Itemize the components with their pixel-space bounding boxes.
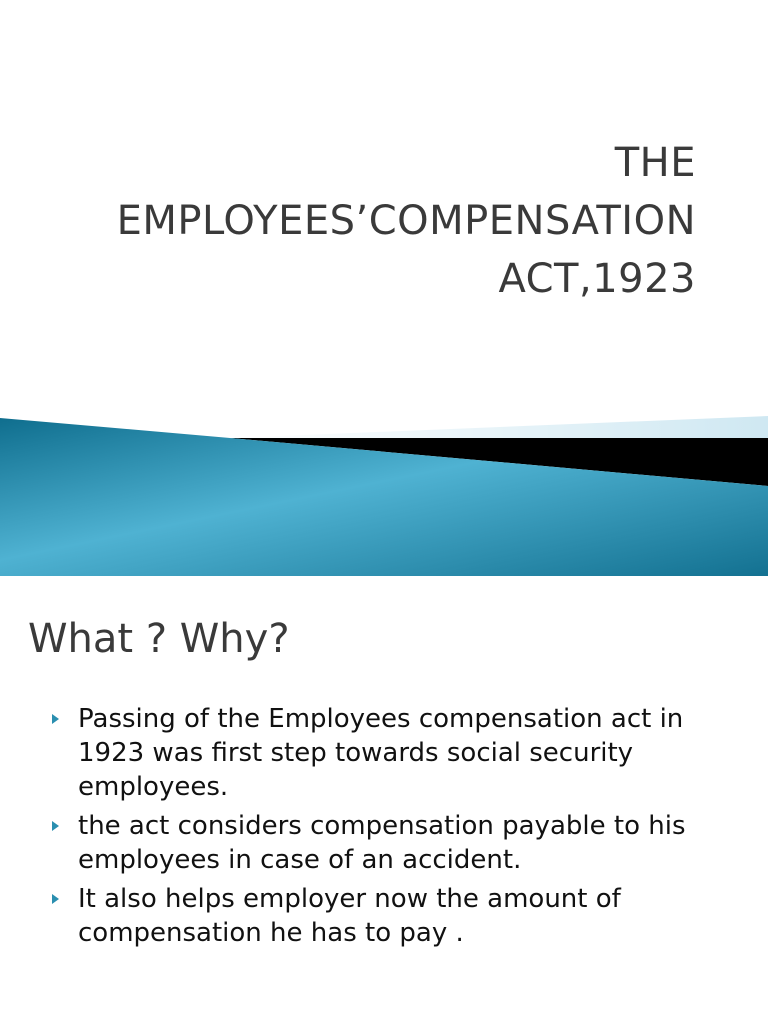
triangle-bullet-icon (52, 894, 59, 904)
bullet-item-3 (52, 882, 742, 950)
bullet-text-1: Passing of the Employees compensation act in 1923 was first step towards social security employees. (78, 704, 684, 802)
bullet-item-2 (52, 809, 742, 877)
section-heading: What ? Why? (28, 616, 290, 662)
bullet-list (52, 702, 742, 955)
slide-title (36, 134, 696, 308)
decorative-banner (0, 410, 768, 576)
title-line-2: EMPLOYEES’COMPENSATION (116, 198, 696, 244)
content-slide (0, 576, 768, 1024)
bullet-text-2: the act considers compensation payable to his employees in case of an accident. (78, 811, 686, 875)
triangle-bullet-icon (52, 714, 59, 724)
triangle-bullet-icon (52, 821, 59, 831)
banner-pale-ribbon (230, 416, 768, 438)
bullet-item-1 (52, 702, 742, 804)
title-line-1: THE (614, 140, 696, 186)
bullet-text-3: It also helps employer now the amount of compensation he has to pay . (78, 884, 621, 948)
title-line-3: ACT,1923 (498, 256, 696, 302)
